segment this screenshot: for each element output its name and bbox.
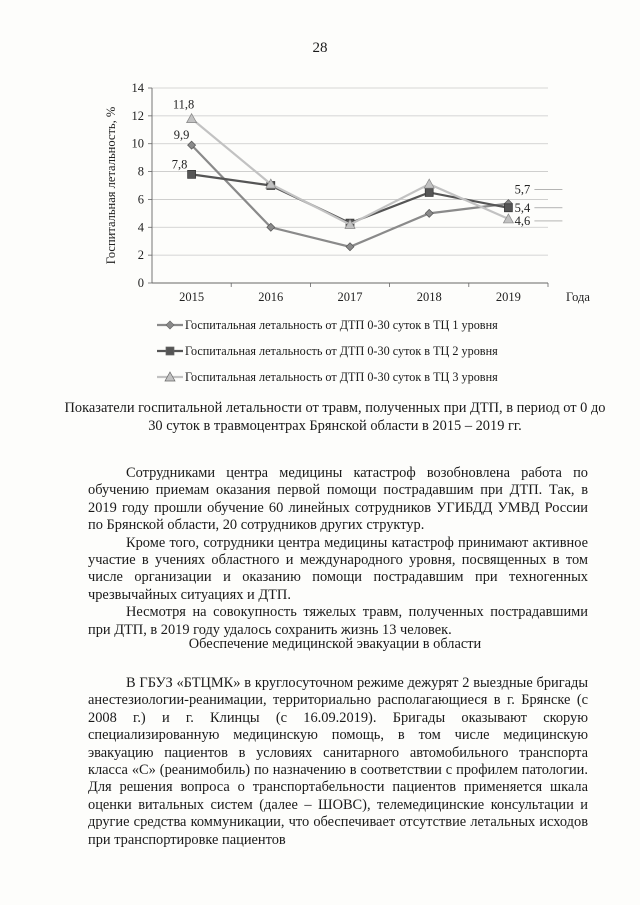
data-point: [187, 114, 197, 123]
page-number: 28: [312, 40, 328, 56]
section-heading: Обеспечение медицинской эвакуации в области: [188, 636, 482, 652]
data-point: [424, 179, 434, 188]
data-point: [188, 170, 196, 178]
paragraph: Кроме того, сотрудники центра медицины катастроф принимают активное участие в учениях областного и международного уровня, посвященных в том числе организации и оказанию помощи пострадавшим при техногенных чрезвычайных ситуациях и ДТП.: [88, 534, 588, 603]
legend-swatch: [155, 368, 185, 384]
paragraph: В ГБУЗ «БТЦМК» в круглосуточном режиме дежурят 2 выездные бригады анестезиологии-реанимации, территориально располагающиеся в г. Брянске (с 2008 г.) и г. Клинцы (с 16.09.2019). Бригады оказывают скорую специализированную медицинскую помощь, в том числе медицинскую эвакуацию пациентов в условиях санитарного автомобильного транспорта класса «С» (реанимобиль) по назначению в соответствии с профилем патологии. Для решения вопроса о транспортабельности пациентов применяется шкала оценки витальных систем (далее – ШОВС), телемедицинские консультации и другие средства коммуникации, что обеспечивает отсутствие летальных исходов при транспортировке пациентов: [88, 675, 588, 848]
legend-label: Госпитальная летальность от ДТП 0-30 суток в ТЦ 3 уровня: [185, 370, 498, 384]
x-tick-label: 2017: [337, 290, 363, 304]
data-label: 7,8: [171, 157, 188, 172]
data-point: [425, 188, 433, 196]
data-label: 11,8: [172, 97, 195, 112]
x-tick-label: 2019: [495, 290, 521, 304]
legend-swatch: [155, 316, 185, 332]
y-tick-label: 2: [137, 248, 144, 263]
body-text-2: [88, 675, 588, 849]
y-axis-label: Госпитальная летальность, %: [104, 106, 118, 265]
legend-marker: [166, 321, 174, 329]
x-tick-label: 2018: [416, 290, 442, 304]
y-tick-label: 4: [137, 220, 144, 235]
legend-label: Госпитальная летальность от ДТП 0-30 суток в ТЦ 1 уровня: [185, 318, 498, 332]
legend-swatch: [155, 342, 185, 358]
legend-marker: [166, 347, 174, 355]
legend-item: [155, 368, 575, 394]
paragraph: Сотрудниками центра медицины катастроф возобновлена работа по обучению приемам оказания первой помощи пострадавшим при ДТП. Так, в 2019 году прошли обучение 60 линейных сотрудников УГИБДД УМВД России по Брянской области, 20 сотрудников других структур.: [88, 465, 588, 534]
y-tick-label: 14: [131, 81, 144, 95]
paragraph: Несмотря на совокупность тяжелых травм, полученных пострадавшими при ДТП, в 2019 году удалось сохранить жизнь 13 человек.: [88, 604, 588, 638]
y-tick-label: 6: [137, 192, 144, 207]
figure-caption: Показатели госпитальной летальности от травм, полученных при ДТП, в период от 0 до 30 суток в травмоцентрах Брянской области в 2015 – 2019 гг.: [64, 400, 606, 434]
legend-label: Госпитальная летальность от ДТП 0-30 суток в ТЦ 2 уровня: [185, 344, 498, 358]
chart-legend: [155, 316, 575, 394]
y-tick-label: 8: [137, 164, 144, 179]
x-tick-label: 2015: [179, 290, 205, 304]
x-axis-label: Года: [566, 290, 590, 304]
y-tick-label: 0: [137, 276, 144, 290]
y-tick-label: 10: [131, 136, 144, 151]
x-tick-label: 2016: [258, 290, 284, 304]
data-point: [346, 243, 354, 251]
data-label: 9,9: [173, 128, 190, 143]
y-tick-label: 12: [131, 108, 144, 123]
data-point: [504, 204, 512, 212]
data-label: 4,6: [514, 213, 531, 228]
legend-item: [155, 316, 575, 342]
data-label: 5,7: [514, 182, 531, 197]
line-chart: [95, 78, 590, 304]
legend-item: [155, 342, 575, 368]
series-line: [192, 145, 509, 247]
body-text-1: [88, 465, 588, 639]
data-point: [425, 209, 433, 217]
data-label: 5,4: [514, 200, 531, 215]
